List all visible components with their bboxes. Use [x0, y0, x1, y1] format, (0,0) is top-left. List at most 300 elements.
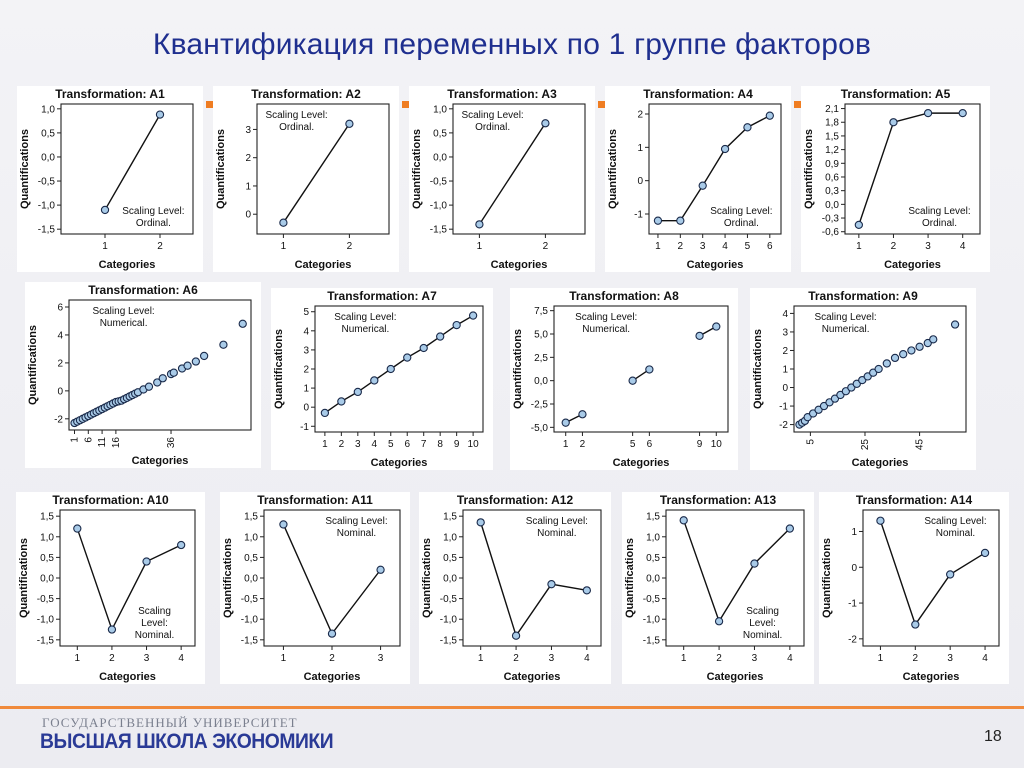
chart-title: Transformation: A2	[251, 87, 361, 101]
chart-svg	[16, 492, 205, 684]
y-tick-label: 2,1	[825, 104, 839, 116]
y-tick-label: 0,3	[825, 186, 839, 198]
y-tick-label: 3	[303, 345, 309, 357]
data-point	[751, 560, 758, 567]
data-point	[338, 398, 345, 405]
y-tick-label: -1	[848, 598, 857, 610]
data-point	[321, 409, 328, 416]
x-tick-label: 9	[453, 439, 460, 450]
x-tick-label: 1	[69, 437, 81, 443]
x-tick-label: 36	[166, 437, 178, 449]
y-tick-label: 0	[57, 386, 63, 398]
x-axis-label: Categories	[686, 259, 744, 271]
chart-svg	[220, 492, 410, 684]
x-axis-label: Categories	[131, 455, 189, 467]
x-tick-label: 4	[959, 241, 966, 252]
data-point	[178, 541, 185, 548]
y-axis-label: Quantifications	[27, 324, 39, 406]
x-tick-label: 1	[280, 653, 287, 664]
data-point	[875, 365, 882, 372]
y-tick-label: 0,9	[825, 158, 839, 170]
y-tick-label: 1,0	[41, 104, 55, 116]
y-tick-label: -0,5	[37, 176, 55, 188]
data-point	[470, 312, 477, 319]
y-tick-label: 3	[245, 124, 251, 136]
x-axis-label: Categories	[902, 671, 960, 683]
x-tick-label: 6	[646, 439, 653, 450]
chart-svg	[271, 288, 493, 470]
y-tick-label: 1,5	[443, 511, 457, 523]
plot-frame	[453, 104, 585, 234]
y-axis-label: Quantifications	[222, 537, 234, 619]
data-point	[629, 377, 636, 384]
x-axis-label: Categories	[851, 457, 909, 469]
y-tick-label: -1,5	[439, 635, 457, 647]
data-point	[548, 581, 555, 588]
y-axis-label: Quantifications	[18, 537, 30, 619]
x-tick-label: 1	[477, 653, 484, 664]
chart-title: Transformation: A3	[447, 87, 557, 101]
data-point	[912, 621, 919, 628]
data-point	[900, 351, 907, 358]
y-axis-label: Quantifications	[19, 128, 31, 210]
data-point	[877, 517, 884, 524]
x-tick-label: 1	[655, 241, 661, 252]
chart-panel-a9	[750, 288, 976, 470]
scaling-level-note: Nominal.	[336, 528, 377, 539]
y-tick-label: 1,8	[825, 117, 839, 129]
footer-divider	[0, 706, 1024, 709]
x-axis-label: Categories	[706, 671, 764, 683]
data-point	[74, 525, 81, 532]
x-tick-label: 3	[947, 653, 953, 664]
data-point	[280, 219, 287, 226]
x-tick-label: 2	[346, 241, 353, 252]
y-tick-label: -1,5	[36, 635, 54, 647]
y-tick-label: -0,6	[821, 227, 839, 239]
page-number: 18	[984, 728, 1002, 745]
chart-panel-a2	[213, 86, 399, 272]
y-tick-label: 0,5	[244, 552, 258, 564]
y-tick-label: -1	[300, 421, 309, 433]
y-tick-label: 0,0	[244, 573, 258, 585]
data-point	[377, 566, 384, 573]
data-point	[108, 626, 115, 633]
data-point	[883, 360, 890, 367]
y-tick-label: 0	[303, 402, 309, 414]
x-tick-label: 5	[387, 439, 394, 450]
plot-frame	[257, 104, 389, 234]
data-point	[699, 182, 706, 189]
scaling-level-note: Scaling Level:	[908, 206, 971, 217]
y-tick-label: 0,0	[534, 376, 548, 388]
scaling-level-note: Scaling Level:	[334, 312, 397, 323]
x-tick-label: 10	[710, 439, 722, 450]
x-axis-label: Categories	[490, 259, 548, 271]
x-axis-label: Categories	[612, 457, 670, 469]
x-tick-label: 1	[856, 241, 862, 252]
scaling-level-note: Level:	[141, 618, 168, 629]
scaling-level-note: Level:	[749, 618, 776, 629]
data-point	[916, 343, 923, 350]
university-name-line1: ГОСУДАРСТВЕННЫЙ УНИВЕРСИТЕТ	[42, 715, 298, 730]
data-point	[855, 221, 862, 228]
scaling-level-note: Numerical.	[582, 324, 631, 335]
data-point	[387, 365, 394, 372]
scaling-level-note: Scaling	[138, 606, 171, 617]
chart-title: Transformation: A8	[569, 289, 679, 303]
x-tick-label: 9	[696, 439, 703, 450]
chart-panel-a5	[801, 86, 990, 272]
y-tick-label: 0,6	[825, 172, 839, 184]
chart-svg	[622, 492, 814, 684]
series-line	[283, 524, 380, 633]
data-point	[184, 362, 191, 369]
y-tick-label: 0	[782, 383, 788, 395]
y-tick-label: -5,0	[530, 422, 548, 434]
chart-panel-a12	[419, 492, 611, 684]
y-tick-label: -0,5	[439, 594, 457, 606]
chart-panel-a14	[819, 492, 1009, 684]
x-tick-label: 2	[716, 653, 722, 664]
x-axis-label: Categories	[98, 259, 156, 271]
scaling-level-note: Numerical.	[821, 324, 870, 335]
x-tick-label: 1	[562, 439, 569, 450]
chart-svg	[750, 288, 976, 470]
scaling-level-note: Nominal.	[537, 528, 577, 539]
accent-square	[598, 101, 605, 108]
x-tick-label: 3	[355, 439, 361, 450]
chart-panel-a3	[409, 86, 595, 272]
y-tick-label: 2	[245, 153, 251, 165]
y-tick-label: -2	[779, 420, 788, 432]
data-point	[328, 630, 335, 637]
series-line	[105, 115, 160, 210]
y-tick-label: 0,0	[40, 573, 54, 585]
x-tick-label: 1	[74, 653, 81, 664]
chart-title: Transformation: A14	[855, 493, 973, 507]
y-tick-label: 0,0	[433, 152, 447, 164]
y-tick-label: 0	[637, 176, 643, 188]
y-tick-label: 1,2	[825, 145, 839, 157]
scaling-level-note: Ordinal.	[279, 122, 315, 133]
y-tick-label: -0,5	[429, 176, 447, 188]
x-tick-label: 6	[767, 241, 773, 252]
x-tick-label: 4	[982, 653, 988, 664]
y-tick-label: 0,5	[41, 128, 55, 140]
y-tick-label: 2	[303, 364, 309, 376]
y-tick-label: 1,0	[244, 532, 258, 544]
series-line	[481, 522, 587, 635]
chart-panel-a6	[25, 282, 261, 468]
x-axis-label: Categories	[303, 671, 361, 683]
x-tick-label: 2	[677, 241, 684, 252]
y-tick-label: 4	[782, 308, 788, 320]
data-point	[715, 618, 722, 625]
data-point	[346, 120, 353, 127]
accent-square	[402, 101, 409, 108]
y-tick-label: 0,0	[825, 199, 839, 211]
chart-panel-a8	[510, 288, 738, 470]
data-point	[170, 369, 177, 376]
y-axis-label: Quantifications	[273, 328, 285, 410]
chart-panel-a4	[605, 86, 791, 272]
x-tick-label: 1	[322, 439, 328, 450]
x-tick-label: 4	[178, 653, 184, 664]
data-point	[192, 358, 199, 365]
chart-svg	[419, 492, 611, 684]
data-point	[437, 333, 444, 340]
x-tick-label: 1	[680, 653, 687, 664]
x-tick-label: 2	[157, 241, 163, 252]
data-point	[404, 354, 411, 361]
data-point	[145, 383, 152, 390]
chart-svg	[213, 86, 399, 272]
y-tick-label: -1,0	[642, 614, 660, 626]
data-point	[583, 587, 590, 594]
chart-title: Transformation: A5	[840, 87, 951, 101]
university-name-line2: ВЫСШАЯ ШКОЛА ЭКОНОМИКИ	[40, 730, 334, 753]
y-tick-label: -1,5	[240, 635, 258, 647]
chart-title: Transformation: A9	[808, 289, 918, 303]
x-axis-label: Categories	[503, 671, 561, 683]
y-tick-label: 1	[303, 383, 309, 395]
y-tick-label: 1,0	[40, 532, 54, 544]
y-tick-label: 1,5	[244, 511, 258, 523]
y-tick-label: -1,5	[429, 224, 447, 236]
chart-svg	[409, 86, 595, 272]
data-point	[220, 341, 227, 348]
data-point	[101, 206, 108, 213]
chart-title: Transformation: A7	[327, 289, 437, 303]
x-tick-label: 1	[476, 241, 483, 252]
x-tick-label: 11	[97, 437, 109, 448]
y-tick-label: 0	[851, 562, 857, 574]
data-point	[354, 388, 361, 395]
chart-title: Transformation: A11	[257, 493, 373, 507]
data-point	[696, 332, 703, 339]
x-tick-label: 4	[787, 653, 793, 664]
data-point	[239, 320, 246, 327]
scaling-level-note: Scaling Level:	[575, 312, 638, 323]
x-tick-label: 5	[805, 439, 817, 445]
x-tick-label: 45	[914, 439, 926, 451]
x-tick-label: 6	[83, 437, 95, 443]
scaling-level-note: Ordinal.	[723, 218, 759, 229]
chart-panel-a10	[16, 492, 205, 684]
y-tick-label: -1,0	[439, 614, 457, 626]
series-line	[283, 124, 349, 223]
data-point	[786, 525, 793, 532]
x-tick-label: 3	[548, 653, 555, 664]
y-axis-label: Quantifications	[803, 128, 815, 210]
data-point	[562, 419, 569, 426]
data-point	[924, 110, 931, 117]
x-tick-label: 10	[467, 439, 479, 450]
scaling-level-note: Nominal.	[935, 528, 976, 539]
y-tick-label: 4	[303, 326, 309, 338]
y-tick-label: 0,0	[646, 573, 660, 585]
data-point	[959, 110, 966, 117]
data-point	[766, 112, 773, 119]
x-tick-label: 2	[890, 241, 897, 252]
scaling-level-note: Scaling Level:	[461, 110, 524, 121]
y-tick-label: 1	[782, 364, 788, 376]
x-tick-label: 2	[542, 241, 549, 252]
y-tick-label: 5,0	[534, 329, 548, 341]
y-tick-label: 1	[637, 142, 643, 154]
x-tick-label: 4	[722, 241, 728, 252]
data-point	[677, 217, 684, 224]
y-tick-label: 2	[637, 109, 643, 121]
data-point	[947, 571, 954, 578]
data-point	[159, 375, 166, 382]
y-tick-label: 1,0	[433, 104, 447, 116]
y-axis-label: Quantifications	[821, 537, 833, 619]
x-tick-label: 6	[404, 439, 411, 450]
scaling-level-note: Scaling Level:	[814, 312, 877, 323]
scaling-level-note: Scaling Level:	[525, 516, 588, 527]
chart-svg	[17, 86, 203, 272]
x-tick-label: 3	[699, 241, 706, 252]
data-point	[280, 521, 287, 528]
scaling-level-note: Scaling Level:	[924, 516, 987, 527]
chart-title: Transformation: A1	[55, 87, 165, 101]
x-tick-label: 2	[579, 439, 586, 450]
data-point	[721, 145, 728, 152]
data-point	[143, 558, 150, 565]
y-tick-label: 6	[57, 302, 63, 314]
data-point	[680, 517, 687, 524]
y-tick-label: 1,5	[40, 511, 54, 523]
y-tick-label: 0,5	[443, 552, 457, 564]
data-point	[477, 519, 484, 526]
y-tick-label: 0,5	[433, 128, 447, 140]
y-tick-label: -2	[54, 414, 63, 426]
y-tick-label: -2,5	[530, 399, 548, 411]
chart-svg	[605, 86, 791, 272]
y-tick-label: 1,0	[646, 532, 660, 544]
slide-title: Квантификация переменных по 1 группе факторов	[152, 28, 872, 61]
y-tick-label: 0,0	[41, 152, 55, 164]
x-tick-label: 7	[420, 439, 427, 450]
chart-svg	[25, 282, 261, 468]
chart-title: Transformation: A4	[643, 87, 753, 101]
y-tick-label: -1,0	[240, 614, 258, 626]
data-point	[476, 221, 483, 228]
y-axis-label: Quantifications	[607, 128, 619, 210]
x-tick-label: 3	[925, 241, 931, 252]
scaling-level-note: Scaling Level:	[92, 306, 155, 317]
x-tick-label: 3	[377, 653, 384, 664]
series-line	[479, 123, 545, 224]
y-tick-label: -0,5	[642, 594, 660, 606]
accent-square	[794, 101, 801, 108]
y-tick-label: -1,0	[36, 614, 54, 626]
x-axis-label: Categories	[294, 259, 352, 271]
plot-frame	[264, 510, 400, 646]
data-point	[981, 549, 988, 556]
data-point	[646, 366, 653, 373]
series-line	[658, 116, 773, 221]
y-axis-label: Quantifications	[215, 128, 227, 210]
chart-title: Transformation: A6	[88, 283, 198, 297]
y-tick-label: 3	[782, 327, 788, 339]
scaling-level-note: Ordinal.	[135, 218, 171, 229]
x-tick-label: 1	[877, 653, 884, 664]
scaling-level-note: Scaling Level:	[122, 206, 185, 217]
x-tick-label: 1	[280, 241, 287, 252]
x-tick-label: 4	[371, 439, 378, 450]
chart-title: Transformation: A10	[52, 493, 169, 507]
y-tick-label: -1	[634, 209, 643, 221]
x-tick-label: 3	[751, 653, 758, 664]
y-tick-label: -1,0	[37, 200, 55, 212]
y-tick-label: -1,5	[37, 224, 55, 236]
x-tick-label: 5	[744, 241, 751, 252]
x-tick-label: 16	[110, 437, 122, 449]
chart-svg	[819, 492, 1009, 684]
data-point	[156, 111, 163, 118]
y-tick-label: -1,0	[429, 200, 447, 212]
y-tick-label: 0	[245, 209, 251, 221]
y-tick-label: -1	[779, 401, 788, 413]
x-tick-label: 8	[437, 439, 443, 450]
chart-svg	[801, 86, 990, 272]
scaling-level-note: Scaling Level:	[265, 110, 328, 121]
y-axis-label: Quantifications	[411, 128, 423, 210]
chart-panel-a13	[622, 492, 814, 684]
x-tick-label: 4	[584, 653, 590, 664]
chart-svg	[510, 288, 738, 470]
y-tick-label: 7,5	[534, 306, 548, 318]
data-point	[453, 321, 460, 328]
data-point	[908, 347, 915, 354]
y-tick-label: 1,0	[443, 532, 457, 544]
data-point	[890, 119, 897, 126]
data-point	[654, 217, 661, 224]
scaling-level-note: Ordinal.	[475, 122, 511, 133]
data-point	[420, 344, 427, 351]
y-tick-label: 0,5	[646, 552, 660, 564]
scaling-level-note: Numerical.	[99, 318, 148, 329]
scaling-level-note: Nominal.	[134, 630, 175, 641]
data-point	[512, 632, 519, 639]
y-tick-label: -2	[848, 634, 857, 646]
accent-square	[206, 101, 213, 108]
scaling-level-note: Nominal.	[742, 630, 783, 641]
y-tick-label: -0,5	[36, 594, 54, 606]
scaling-level-note: Ordinal.	[921, 218, 958, 229]
y-tick-label: -0,3	[821, 213, 839, 225]
y-tick-label: 5	[303, 307, 309, 319]
chart-panel-a1	[17, 86, 203, 272]
data-point	[744, 124, 751, 131]
x-tick-label: 3	[143, 653, 150, 664]
y-axis-label: Quantifications	[624, 537, 636, 619]
y-axis-label: Quantifications	[421, 537, 433, 619]
x-tick-label: 2	[912, 653, 919, 664]
x-tick-label: 5	[629, 439, 636, 450]
data-point	[371, 377, 378, 384]
x-tick-label: 2	[329, 653, 335, 664]
data-point	[542, 120, 549, 127]
y-axis-label: Quantifications	[752, 328, 764, 410]
data-point	[201, 352, 208, 359]
x-tick-label: 2	[109, 653, 115, 664]
x-tick-label: 2	[513, 653, 519, 664]
y-tick-label: 2,5	[534, 352, 548, 364]
